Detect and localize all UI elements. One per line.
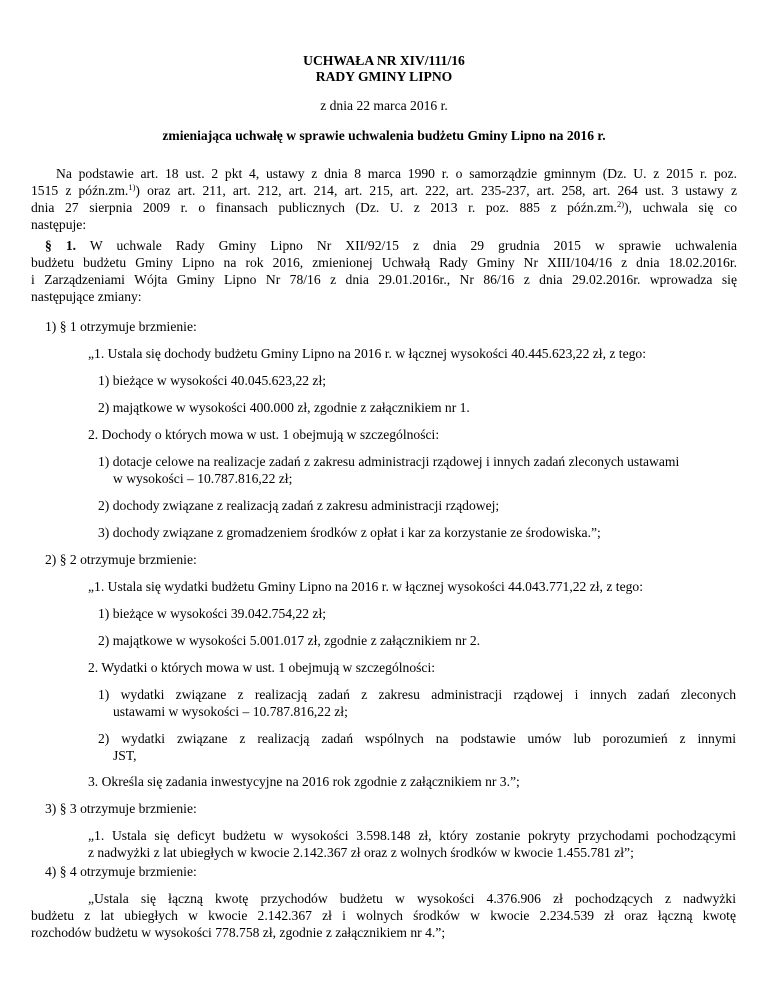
- list-item-line: ustawami w wysokości – 10.787.816,22 zł;: [113, 704, 348, 719]
- list-item: 2) majątkowe w wysokości 5.001.017 zł, zgodnie z załącznikiem nr 2.: [98, 633, 481, 648]
- section-label: § 1.: [45, 238, 77, 253]
- paragraph-line: z nadwyżki z lat ubiegłych w kwocie 2.142.367 zł oraz z wolnych środków w kwocie 1.455.781 zł”;: [88, 845, 634, 860]
- paragraph-text: 2. Wydatki o których mowa w ust. 1 obejmują w szczególności:: [88, 660, 436, 675]
- paragraph-text: 3. Określa się zadania inwestycyjne na 2016 rok zgodnie z załącznikiem nr 3.”;: [88, 774, 520, 789]
- paragraph-text: „1. Ustala się wydatki budżetu Gminy Lipno na 2016 r. w łącznej wysokości 44.043.771,22 zł, z tego:: [88, 579, 643, 594]
- preamble-line: Na podstawie art. 18 ust. 2 pkt 4, ustawy z dnia 8 marca 1990 r. o samorządzie gminnym (Dz. U. z 2015 r. poz.: [56, 166, 737, 181]
- list-item-line: 2) wydatki związane z realizacją zadań wspólnych na podstawie umów lub porozumień z innymi: [98, 731, 736, 746]
- list-item-continued: w wysokości – 10.787.816,22 zł;: [113, 471, 293, 486]
- section-line: [31, 237, 737, 254]
- paragraph-line: rozchodów budżetu w wysokości 778.758 zł, zgodnie z załącznikiem nr 4.”;: [31, 925, 446, 940]
- section-1: [31, 237, 737, 305]
- amendment-item-2: 2) § 2 otrzymuje brzmienie:: [45, 552, 197, 567]
- list-item: 2) dochody związane z realizacją zadań z zakresu administracji rządowej;: [98, 498, 500, 513]
- preamble-line: [31, 182, 737, 199]
- list-item: 1) bieżące w wysokości 40.045.623,22 zł;: [98, 373, 327, 388]
- preamble-line: [31, 199, 737, 216]
- list-item-line: JST,: [113, 748, 137, 763]
- paragraph-line: „1. Ustala się deficyt budżetu w wysokości 3.598.148 zł, który zostanie pokryty przychodami pochodzącymi: [88, 828, 736, 843]
- list-item-line: 1) wydatki związane z realizacją zadań z zakresu administracji rządowej i innych zadań zleconych: [98, 687, 736, 702]
- paragraph-line: budżetu z lat ubiegłych w kwocie 2.142.367 zł i wolnych środków w kwocie 2.234.539 zł oraz łączną kwotę: [31, 908, 736, 923]
- paragraph-text: „1. Ustala się dochody budżetu Gminy Lipno na 2016 r. w łącznej wysokości 40.445.623,22 zł, z tego:: [88, 346, 646, 361]
- amendment-item-3: 3) § 3 otrzymuje brzmienie:: [45, 801, 197, 816]
- list-item: 3) dochody związane z gromadzeniem środków z opłat i kar za korzystanie ze środowiska.”;: [98, 525, 601, 540]
- preamble-text: 1515 z późn.zm.: [31, 183, 129, 198]
- paragraph-line: „Ustala się łączną kwotę przychodów budżetu w wysokości 4.376.906 zł pochodzących z nadwyżki: [88, 891, 736, 906]
- council-name: RADY GMINY LIPNO: [315, 69, 453, 84]
- list-item: 1) dotacje celowe na realizacje zadań z zakresu administracji rządowej i innych zadań zleconych ustawami: [98, 454, 680, 469]
- amendment-item-4: 4) § 4 otrzymuje brzmienie:: [45, 864, 197, 879]
- resolution-subject: zmieniająca uchwałę w sprawie uchwalenia budżetu Gminy Lipno na 2016 r.: [162, 128, 606, 143]
- preamble-line: następuje:: [31, 217, 87, 232]
- list-item: 2) majątkowe w wysokości 400.000 zł, zgodnie z załącznikiem nr 1.: [98, 400, 470, 415]
- section-text: W uchwale Rady Gminy Lipno Nr XII/92/15 z dnia 29 grudnia 2015 w sprawie uchwalenia: [89, 238, 738, 253]
- list-item: [98, 686, 736, 720]
- resolution-title: UCHWAŁA NR XIV/111/16: [303, 53, 465, 68]
- footnote-ref-2: 2): [616, 199, 625, 209]
- section-line: budżetu budżetu Gminy Lipno na rok 2016, zmienionej Uchwałą Rady Gminy Nr XIII/104/16 z dnia 18.02.2016r.: [31, 255, 737, 270]
- amendment-item-1: 1) § 1 otrzymuje brzmienie:: [45, 319, 197, 334]
- list-item: 1) bieżące w wysokości 39.042.754,22 zł;: [98, 606, 327, 621]
- list-item: [98, 730, 736, 764]
- paragraph-text: 2. Dochody o których mowa w ust. 1 obejmują w szczególności:: [88, 427, 440, 442]
- footnote-ref-1: 1): [128, 182, 136, 192]
- section-line: następujące zmiany:: [31, 289, 142, 304]
- section-line: i Zarządzeniami Wójta Gminy Lipno Nr 78/16 z dnia 29.01.2016r., Nr 86/16 z dnia 29.02.2016r. wprowadza się: [31, 272, 737, 287]
- paragraph: [31, 890, 736, 941]
- preamble-text: dnia 27 sierpnia 2009 r. o finansach publicznych (Dz. U. z 2013 r. poz. 885 z późn.zm.: [31, 200, 617, 215]
- paragraph: [88, 827, 736, 861]
- preamble-text: ), uchwala się co: [624, 200, 738, 215]
- preamble-text: ) oraz art. 211, art. 212, art. 214, art. 215, art. 222, art. 235-237, art. 258, art. 264 ust. 3 ustawy z: [135, 183, 737, 198]
- preamble: [31, 165, 737, 233]
- resolution-date: z dnia 22 marca 2016 r.: [320, 98, 448, 113]
